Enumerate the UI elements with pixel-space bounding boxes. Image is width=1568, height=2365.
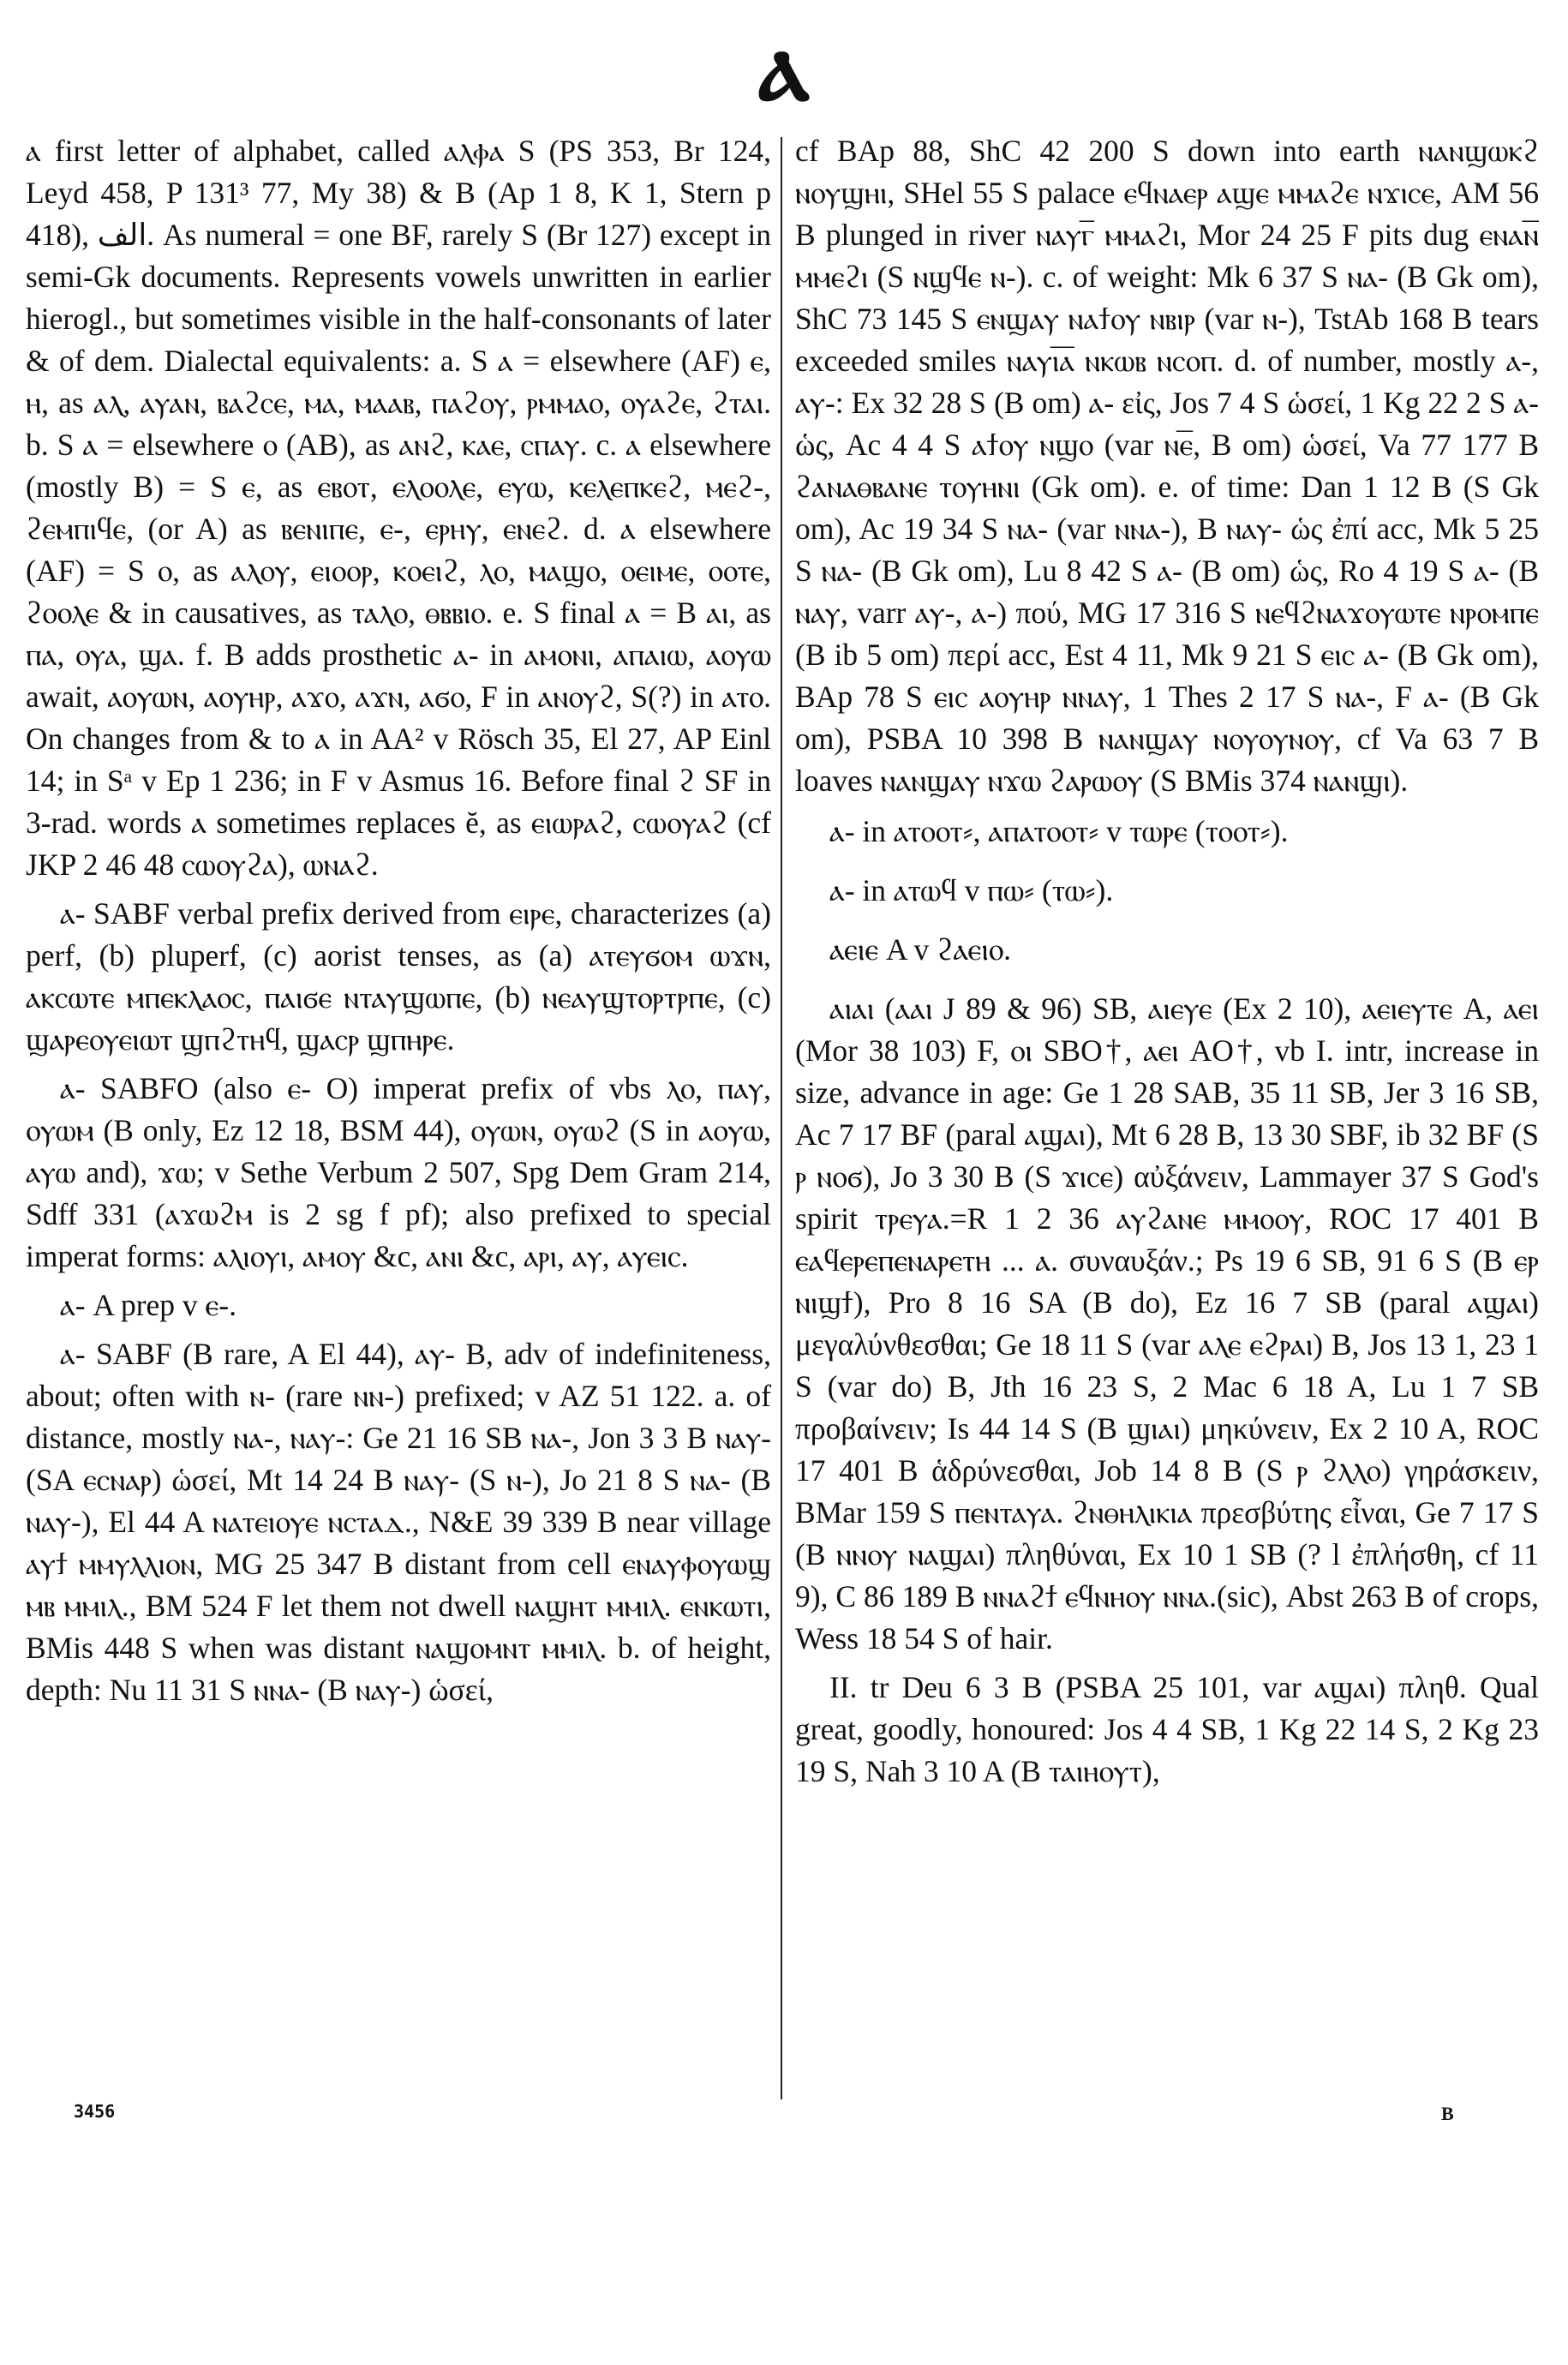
entry-alpha: ⲁ first letter of alphabet, called ⲁⲗⲫⲁ S (PS 353, Br 124, Leyd 458, P 131³ 77, My 38) & B (Ap 1 8, K 1, Stern p 418), ﺍﻟﻒ. As numeral = one BF, rarely S (Br 127) except in semi-Gk documents. Represents vowels unwritten in earlier hierogl., but sometimes visible in the half-consonants of later & of dem. Dialectal equivalents: a. S ⲁ = elsewhere (AF) ⲉ, ⲏ, as ⲁⲗ, ⲁⲩⲁⲛ, ⲃⲁϩⲥⲉ, ⲙⲁ, ⲙⲁⲁⲃ, ⲡⲁϩⲟⲩ, ⲣⲙⲙⲁⲟ, ⲟⲩⲁϩⲉ, ϩⲧⲁⲓ. b. S ⲁ = elsewhere ⲟ (AB), as ⲁⲛϩ, ⲕⲁⲉ, ⲥⲡⲁⲩ. c. ⲁ elsewhere (mostly B) = S ⲉ, as ⲉⲃⲟⲧ, ⲉⲗⲟⲟⲗⲉ, ⲉⲩⲱ, ⲕⲉⲗⲉⲡⲕⲉϩ, ⲙⲉϩ-, ϩⲉⲙⲡⲓϥⲉ, (or A) as ⲃⲉⲛⲓⲡⲉ, ⲉ-, ⲉⲣⲏⲩ, ⲉⲛⲉϩ. d. ⲁ elsewhere (AF) = S ⲟ, as ⲁⲗⲟⲩ, ⲉⲓⲟⲟⲣ, ⲕⲟⲉⲓϩ, ⲗⲟ, ⲙⲁϣⲟ, ⲟⲉⲓⲙⲉ, ⲟⲟⲧⲉ, ϩⲟⲟⲗⲉ & in causatives, as ⲧⲁⲗⲟ, ⲑⲃⲃⲓⲟ. e. S final ⲁ = B ⲁⲓ, as ⲡⲁ, ⲟⲩⲁ, ϣⲁ. f. B adds prosthetic ⲁ- in ⲁⲙⲟⲛⲓ, ⲁⲡⲁⲓⲱ, ⲁⲟⲩⲱ await, ⲁⲟⲩⲱⲛ, ⲁⲟⲩⲏⲣ, ⲁϫⲟ, ⲁϫⲛ, ⲁϭⲟ, F in ⲁⲛⲟⲩϩ, S(?) in ⲁⲧⲟ. On changes from & to ⲁ in AA² v Rösch 35, El 27, AP Einl 14; in Sᵃ v Ep 1 236; in F v Asmus 16. Before final ϩ SF in 3-rad. words ⲁ sometimes replaces ĕ, as ⲉⲓⲱⲣⲁϩ, ⲥⲱⲟⲩⲁϩ (cf JKP 2 46 48 ⲥⲱⲟⲩϩⲁ), ⲱⲛⲁϩ. xyxy=(26,134,771,882)
entry-verbal-prefix: ⲁ- SABF verbal prefix derived from ⲉⲓⲣⲉ, characterizes (a) perf, (b) pluperf, (c) aorist tenses, as (a) ⲁⲧⲉⲩϭⲟⲙ ⲱϫⲛ, ⲁⲕⲥⲱⲧⲉ ⲙⲡⲉⲕⲗⲁⲟⲥ, ⲡⲁⲓϭⲉ ⲛⲧⲁⲩϣⲱⲡⲉ, (b) ⲛⲉⲁⲩϣⲧⲟⲣⲧⲣⲡⲉ, (c) ϣⲁⲣⲉⲟⲩⲉⲓⲱⲧ ϣⲡϩⲧⲏϥ, ϣⲁⲥⲣ ϣⲡⲏⲣⲉ. xyxy=(26,896,771,1057)
page-header-letter: ⲁ xyxy=(758,9,810,122)
entry-a-in-atoot: ⲁ- in ⲁⲧⲟⲟⲧ⸗, ⲁⲡⲁⲧⲟⲟⲧ⸗ v ⲧⲱⲣⲉ (ⲧⲟⲟⲧ⸗). xyxy=(829,814,1289,848)
entry-aiai: ⲁⲓⲁⲓ (ⲁⲁⲓ J 89 & 96) SB, ⲁⲓⲉⲩⲉ (Ex 2 10), ⲁⲉⲓⲉⲩⲧⲉ A, ⲁⲉⲓ (Mor 38 103) F, ⲟⲓ SBO†, ⲁⲉⲓ AO†, vb I. intr, increase in size, advance in age: Ge 1 28 SAB, 35 11 SB, Jer 3 16 SB, Ac 7 17 BF (paral ⲁϣⲁⲓ), Mt 6 28 B, 13 30 SBF, ib 32 BF (S ⲣ ⲛⲟϭ), Jo 3 30 B (S ϫⲓⲥⲉ) αὐξάνειν, Lammayer 37 S God's spirit ⲧⲣⲉⲩⲁ.=R 1 2 36 ⲁⲩϩⲁⲛⲉ ⲙⲙⲟⲟⲩ, ROC 17 401 B ⲉⲁϥⲉⲣⲉⲡⲉⲛⲁⲣⲉⲧⲏ ... ⲁ. συναυξάν.; Ps 19 6 SB, 91 6 S (B ⲉⲣ ⲛⲓϣϯ), Pro 8 16 SA (B do), Ez 16 7 SB (paral ⲁϣⲁⲓ) μεγαλύνθεσθαι; Ge 18 11 S (var ⲁⲗⲉ ⲉϩⲣⲁⲓ) B, Jos 13 1, 23 1 S (var do) B, Jth 16 23 S, 2 Mac 6 18 A, Lu 1 7 SB προβαίνειν; Is 44 14 S (B ϣⲓⲁⲓ) μηκύνειν, Ex 2 10 A, ROC 17 401 B ἁδρύνεσθαι, Job 14 8 B (S ⲣ ϩⲗⲗⲟ) γηράσκειν, BMar 159 S ⲡⲉⲛⲧⲁⲩⲁ. ϩⲛⲑⲏⲗⲓⲕⲓⲁ πρεσβύτης εἶναι, Ge 7 17 S (B ⲛⲛⲟⲩ ⲛⲁϣⲁⲓ) πληθύναι, Ex 10 1 SB (? l ἐπλήσθη, cf 11 9), C 86 189 B ⲛⲛⲁϩϯ ⲉϥⲛⲏⲟⲩ ⲛⲛⲁ.(sic), Abst 263 B of crops, Wess 18 54 S of hair. xyxy=(795,991,1539,1656)
entry-aeie: ⲁⲉⲓⲉ A v ϩⲁⲉⲓⲟ. xyxy=(829,932,1012,967)
signature-letter: B xyxy=(1441,2103,1454,2124)
entry-a-in-atoq: ⲁ- in ⲁⲧⲱϥ v ⲡⲱ⸗ (ⲧⲱ⸗). xyxy=(829,873,1114,907)
entry-imperat-prefix: ⲁ- SABFO (also ⲉ- O) imperat prefix of vbs ⲗⲟ, ⲡⲁⲩ, ⲟⲩⲱⲙ (B only, Ez 12 18, BSM 44), ⲟⲩⲱⲛ, ⲟⲩⲱϩ (S in ⲁⲟⲩⲱ, ⲁⲩⲱ and), ϫⲱ; v Sethe Verbum 2 507, Spg Dem Gram 214, Sdff 331 (ⲁϫⲱϩⲙ is 2 sg f pf); also prefixed to special imperat forms: ⲁⲗⲓⲟⲩⲓ, ⲁⲙⲟⲩ &c, ⲁⲛⲓ &c, ⲁⲣⲓ, ⲁⲩ, ⲁⲩⲉⲓⲥ. xyxy=(26,1071,771,1273)
entry-adv: ⲁ- SABF (B rare, A El 44), ⲁⲩ- B, adv of indefiniteness, about; often with ⲛ- (rare ⲛⲛ-) prefixed; v AZ 51 122. a. of distance, mostly ⲛⲁ-, ⲛⲁⲩ-: Ge 21 16 SB ⲛⲁ-, Jon 3 3 B ⲛⲁⲩ- (SA ⲉⲥⲛⲁⲣ) ὡσεί, Mt 14 24 B ⲛⲁⲩ- (S ⲛ-), Jo 21 8 S ⲛⲁ- (B ⲛⲁⲩ-), El 44 A ⲛⲁⲧⲉⲓⲟⲩⲉ ⲛⲥⲧⲁⲇ., N&E 39 339 B near village ⲁⲩϯ ⲙⲙⲩⲗⲗⲓⲟⲛ, MG 25 347 B distant from cell ⲉⲛⲁⲩⲫⲟⲩⲱϣ ⲙⲃ ⲙⲙⲓⲗ., BM 524 F let them not dwell ⲛⲁϣⲏⲧ ⲙⲙⲓⲗ. ⲉⲛⲕⲱⲧⲓ, BMis 448 S when was distant ⲛⲁϣⲟⲙⲛⲧ ⲙⲙⲓⲗ. b. of height, depth: Nu 11 31 S ⲛⲛⲁ- (B ⲛⲁⲩ-) ὡσεί, xyxy=(26,1337,771,1707)
left-column xyxy=(26,130,771,1718)
column-divider xyxy=(781,137,782,2099)
entry-aiai-tr: II. tr Deu 6 3 B (PSBA 25 101, var ⲁϣⲁⲓ) πληθ. Qual great, goodly, honoured: Jos 4 4 SB, 1 Kg 22 14 S, 2 Kg 23 19 S, Nah 3 10 A (B ⲧⲁⲓⲏⲟⲩⲧ), xyxy=(795,1670,1539,1788)
entry-adv-cont: cf BAp 88, ShC 42 200 S down into earth ⲛⲁⲛϣⲱⲕϩ ⲛⲟⲩϣⲏⲓ, SHel 55 S palace ⲉϥⲛⲁⲉⲣ ⲁϣⲉ ⲙⲙⲁϩⲉ ⲛϫⲓⲥⲉ, AM 56 B plunged in river ⲛⲁⲩⲅ̅ ⲙⲙⲁϩⲓ, Mor 24 25 F pits dug ⲉⲛⲁⲛ̅ ⲙⲙⲉϩⲓ (S ⲛϣϥⲉ ⲛ-). c. of weight: Mk 6 37 S ⲛⲁ- (B Gk om), ShC 73 145 S ⲉⲛϣⲁⲩ ⲛⲁϯⲟⲩ ⲛⲃⲓⲣ (var ⲛ-), TstAb 168 B tears exceeded smiles ⲛⲁⲩⲓ̅ⲁ̅ ⲛⲕⲱⲃ ⲛⲥⲟⲡ. d. of number, mostly ⲁ-, ⲁⲩ-: Ex 32 28 S (B om) ⲁ- εἰς, Jos 7 4 S ὡσεί, 1 Kg 22 2 S ⲁ- ὡς, Ac 4 4 S ⲁϯⲟⲩ ⲛϣⲟ (var ⲛⲉ̅, B om) ὡσεί, Va 77 177 B ϩⲁⲛⲁⲑⲃⲁⲛⲉ ⲧⲟⲩⲏⲛⲓ (Gk om). e. of time: Dan 1 12 B (S Gk om), Ac 19 34 S ⲛⲁ- (var ⲛⲛⲁ-), B ⲛⲁⲩ- ὡς ἐπί acc, Mk 5 25 S ⲛⲁ- (B Gk om), Lu 8 42 S ⲁ- (B om) ὡς, Ro 4 19 S ⲁ- (B ⲛⲁⲩ, varr ⲁⲩ-, ⲁ-) πού, MG 17 316 S ⲛⲉϥϩⲛⲁϫⲟⲩⲱⲧⲉ ⲛⲣⲟⲙⲡⲉ (B ib 5 om) περί acc, Est 4 11, Mk 9 21 S ⲉⲓⲥ ⲁ- (B Gk om), BAp 78 S ⲉⲓⲥ ⲁⲟⲩⲏⲣ ⲛⲛⲁⲩ, 1 Thes 2 17 S ⲛⲁ-, F ⲁ- (B Gk om), PSBA 10 398 B ⲛⲁⲛϣⲁⲩ ⲛⲟⲩⲟⲩⲛⲟⲩ, cf Va 63 7 B loaves ⲛⲁⲛϣⲁⲩ ⲛϫⲱ ϩⲁⲣⲱⲟⲩ (S BMis 374 ⲛⲁⲛϣⲓ). xyxy=(795,134,1539,798)
right-column xyxy=(795,130,1539,1799)
entry-prep: ⲁ- A prep v ⲉ-. xyxy=(60,1288,237,1322)
signature-number: 3456 xyxy=(74,2101,116,2122)
